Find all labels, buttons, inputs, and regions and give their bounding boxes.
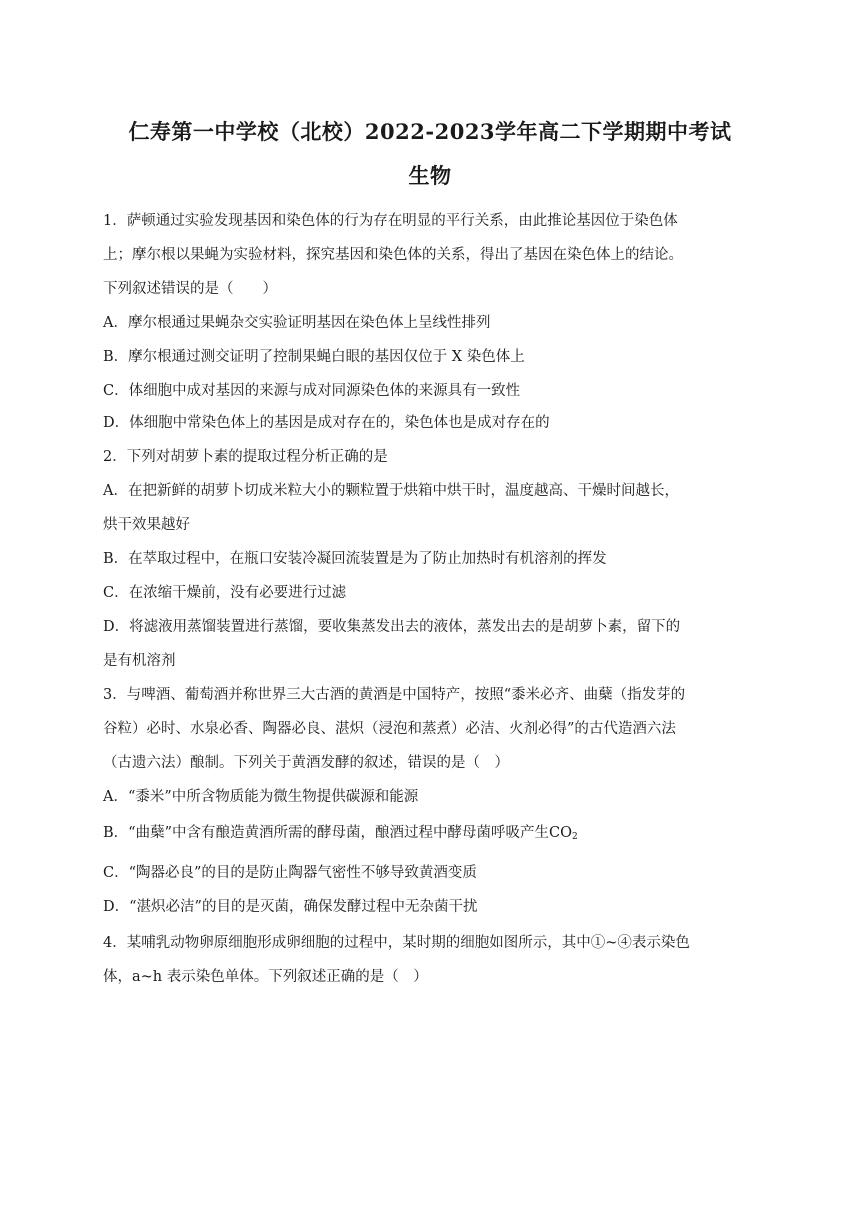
q2-option-d-line-2: 是有机溶剂 xyxy=(103,653,176,669)
q4-stem-line-2: 体，a~h 表示染色单体。下列叙述正确的是（ ） xyxy=(103,969,428,985)
q2-option-b: B．在萃取过程中，在瓶口安装冷凝回流装置是为了防止加热时有机溶剂的挥发 xyxy=(103,551,607,567)
exam-title: 仁寿第一中学校（北校）2022-2023学年高二下学期期中考试 xyxy=(128,119,732,144)
q1-option-c: C．体细胞中成对基因的来源与成对同源染色体的来源具有一致性 xyxy=(103,383,521,399)
q3-option-a: A．“黍米”中所含物质能为微生物提供碳源和能源 xyxy=(103,789,419,805)
q3-stem-line-2: 谷粒）必时、水泉必香、陶器必良、湛炽（浸泡和蒸煮）必洁、火剂必得”的古代造酒六法 xyxy=(103,721,676,737)
q3-stem-line-1: 3．与啤酒、葡萄酒并称世界三大古酒的黄酒是中国特产，按照“黍米必齐、曲蘖（指发芽的 xyxy=(103,687,686,703)
q1-stem-line-2: 上；摩尔根以果蝇为实验材料，探究基因和染色体的关系，得出了基因在染色体上的结论。 xyxy=(103,247,683,263)
subject-title: 生物 xyxy=(408,163,452,188)
q2-option-d-line-1: D．将滤液用蒸馏装置进行蒸馏，要收集蒸发出去的液体，蒸发出去的是胡萝卜素，留下的 xyxy=(103,619,681,635)
q4-stem-line-1: 4．某哺乳动物卵原细胞形成卵细胞的过程中，某时期的细胞如图所示，其中①~④表示染色 xyxy=(103,935,690,951)
q1-option-a: A．摩尔根通过果蝇杂交实验证明基因在染色体上呈线性排列 xyxy=(103,315,491,331)
q1-stem-line-1: 1．萨顿通过实验发现基因和染色体的行为存在明显的平行关系，由此推论基因位于染色体 xyxy=(103,213,678,229)
co2-subscript: 2 xyxy=(571,832,578,842)
q1-stem-line-3: 下列叙述错误的是（ ） xyxy=(103,281,277,297)
q3-option-b xyxy=(103,823,763,847)
q2-option-c: C．在浓缩干燥前，没有必要进行过滤 xyxy=(103,585,347,601)
q3-option-c: C．“陶器必良”的目的是防止陶器气密性不够导致黄酒变质 xyxy=(103,865,477,881)
q3-option-d: D．“湛炽必洁”的目的是灭菌，确保发酵过程中无杂菌干扰 xyxy=(103,899,478,915)
q3-option-b-text: B．“曲蘖”中含有酿造黄酒所需的酵母菌，酿酒过程中酵母菌呼吸产生CO xyxy=(103,825,572,841)
q1-option-b: B．摩尔根通过测交证明了控制果蝇白眼的基因仅位于 X 染色体上 xyxy=(103,349,525,365)
q2-option-a-line-2: 烘干效果越好 xyxy=(103,517,190,533)
q1-option-d: D．体细胞中常染色体上的基因是成对存在的，染色体也是成对存在的 xyxy=(103,415,550,431)
q3-stem-line-3: （古遗六法）酿制。下列关于黄酒发酵的叙述，错误的是（ ） xyxy=(103,755,509,771)
q2-option-a-line-1: A．在把新鲜的胡萝卜切成米粒大小的颗粒置于烘箱中烘干时，温度越高、干燥时间越长， xyxy=(103,483,679,499)
q2-stem: 2．下列对胡萝卜素的提取过程分析正确的是 xyxy=(103,449,388,465)
